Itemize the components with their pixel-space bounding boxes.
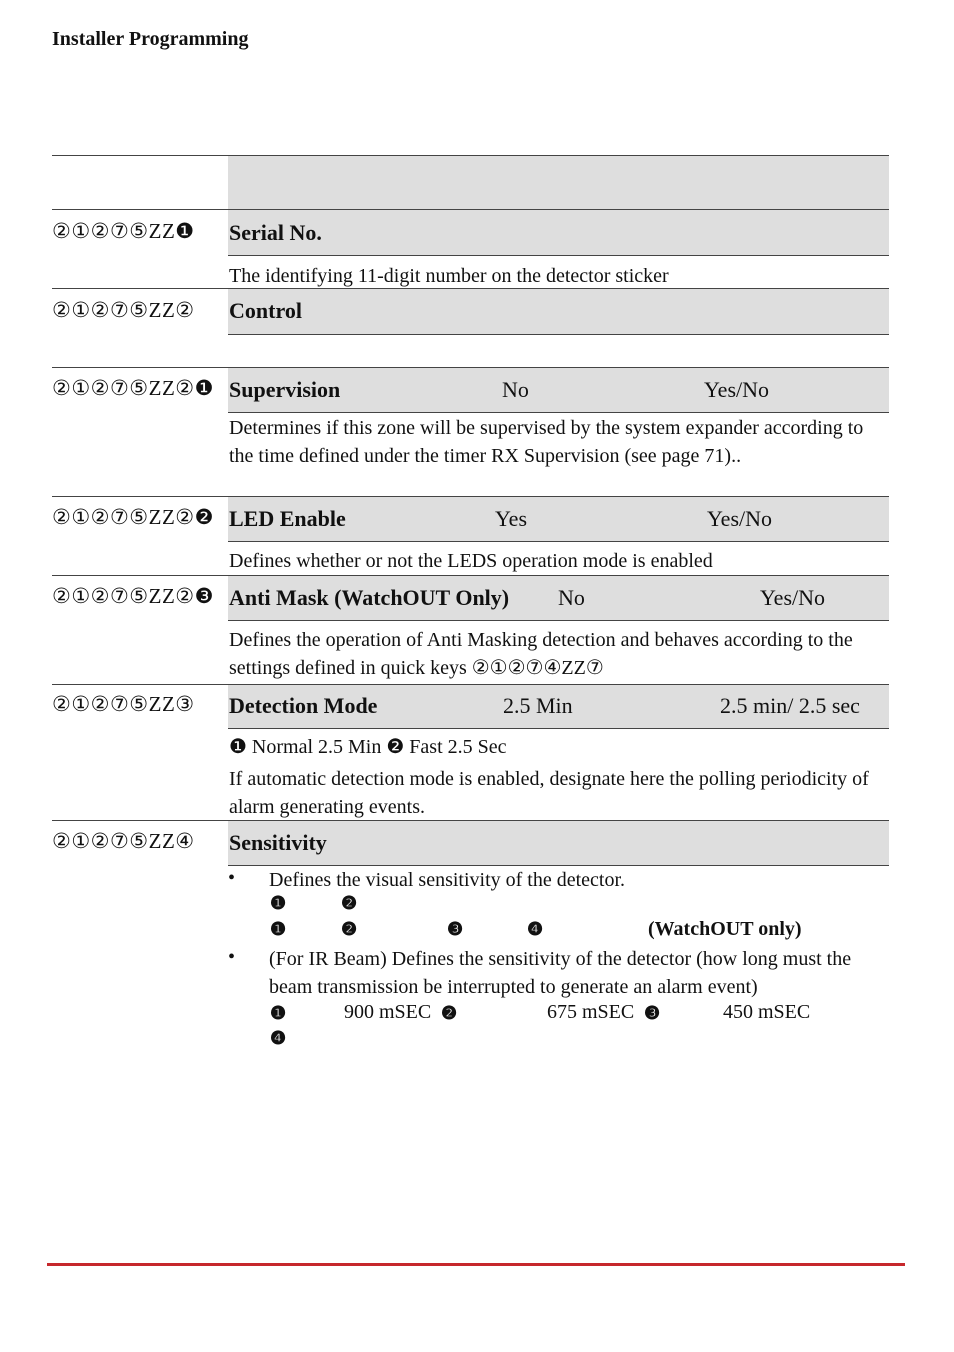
sensitivity-bullet-visual: Defines the visual sensitivity of the detector. bbox=[269, 869, 626, 891]
beam-value-3: 450 mSEC bbox=[723, 1001, 811, 1023]
param-title-serial: Serial No. bbox=[229, 220, 322, 245]
param-title-detection: Detection Mode bbox=[229, 693, 378, 718]
option-marker-2: ❷ bbox=[341, 919, 358, 939]
param-description: Defines the operation of Anti Masking detection and behaves according to the settings defined in quick keys ②①②⑦④ZZ⑦ bbox=[229, 629, 853, 679]
param-description: Determines if this zone will be supervised by the system expander according to the time defined under the timer RX Supervision (see page 71).. bbox=[229, 417, 864, 467]
option-marker-4: ❹ bbox=[527, 919, 544, 939]
param-default: No bbox=[558, 585, 585, 610]
param-range: 2.5 min/ 2.5 sec bbox=[720, 693, 860, 718]
detection-options-line: ❶ Normal 2.5 Min ❷ Fast 2.5 Sec bbox=[229, 736, 507, 758]
param-range: Yes/No bbox=[760, 585, 826, 610]
option-marker-4: ❹ bbox=[270, 1028, 287, 1048]
param-description: The identifying 11-digit number on the detector sticker bbox=[229, 265, 669, 287]
beam-value-1: 900 mSEC bbox=[344, 1001, 432, 1023]
quick-key-code: ②①②⑦⑤ZZ❶ bbox=[52, 219, 195, 243]
param-title-led: LED Enable bbox=[229, 506, 346, 531]
page-header-title: Installer Programming bbox=[52, 28, 249, 50]
row-rule bbox=[228, 255, 889, 256]
beam-value-2: 675 mSEC bbox=[547, 1001, 635, 1023]
param-default: No bbox=[502, 377, 529, 402]
row-rule bbox=[228, 620, 889, 621]
option-marker-1: ❶ bbox=[270, 893, 287, 913]
option-marker-3: ❸ bbox=[447, 919, 464, 939]
option-marker-2: ❷ bbox=[341, 893, 358, 913]
footer-rule bbox=[47, 1263, 905, 1266]
bullet-marker: • bbox=[228, 946, 236, 968]
param-range: Yes/No bbox=[704, 377, 770, 402]
param-default: 2.5 Min bbox=[503, 693, 573, 718]
row-sensitivity-band bbox=[228, 821, 889, 865]
option-marker-1: ❶ bbox=[270, 919, 287, 939]
option-marker-2: ❷ bbox=[441, 1003, 458, 1023]
sensitivity-bullet-beam: (For IR Beam) Defines the sensitivity of the detector (how long must the beam transmission be interrupted to generate an alarm event) bbox=[269, 948, 852, 998]
param-title-supervision: Supervision bbox=[229, 377, 341, 402]
param-description: If automatic detection mode is enabled, designate here the polling periodicity of alarm generating events. bbox=[229, 768, 869, 818]
table-header-band bbox=[228, 156, 889, 209]
row-rule bbox=[228, 334, 889, 335]
quick-key-code: ②①②⑦⑤ZZ②❷ bbox=[52, 505, 214, 529]
option-marker-1: ❶ bbox=[270, 1003, 287, 1023]
option-marker-3: ❸ bbox=[644, 1003, 661, 1023]
row-rule bbox=[228, 728, 889, 729]
param-description: Defines whether or not the LEDS operation mode is enabled bbox=[229, 550, 713, 572]
param-title-control: Control bbox=[229, 298, 302, 323]
bullet-marker: • bbox=[228, 867, 236, 889]
quick-key-code: ②①②⑦⑤ZZ②❸ bbox=[52, 584, 214, 608]
row-rule bbox=[228, 541, 889, 542]
quick-key-code: ②①②⑦⑤ZZ④ bbox=[52, 829, 195, 853]
row-serial-band bbox=[228, 210, 889, 255]
param-default: Yes bbox=[495, 506, 528, 531]
row-control-band bbox=[228, 289, 889, 334]
param-title-sensitivity: Sensitivity bbox=[229, 830, 327, 855]
quick-key-code: ②①②⑦⑤ZZ② bbox=[52, 298, 195, 322]
watchout-only-note: (WatchOUT only) bbox=[648, 918, 802, 940]
quick-key-code: ②①②⑦⑤ZZ②❶ bbox=[52, 376, 214, 400]
param-title-antimask: Anti Mask (WatchOUT Only) bbox=[229, 585, 510, 610]
param-range: Yes/No bbox=[707, 506, 773, 531]
quick-key-code: ②①②⑦⑤ZZ③ bbox=[52, 692, 195, 716]
row-rule bbox=[228, 412, 889, 413]
